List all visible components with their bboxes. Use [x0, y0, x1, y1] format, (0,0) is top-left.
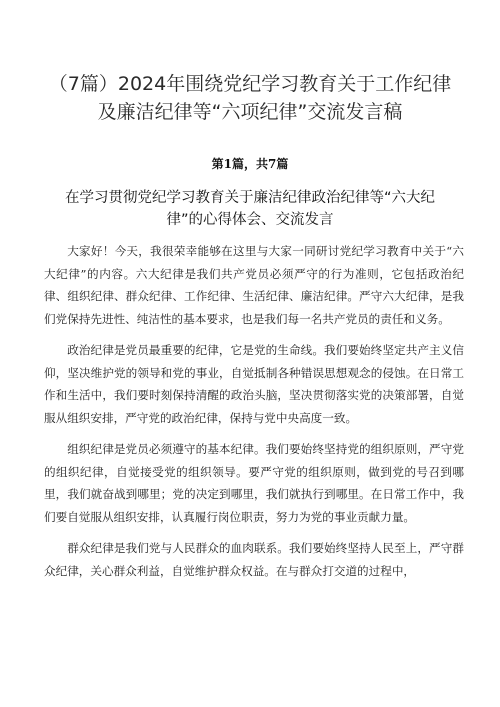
- paragraph-greeting: 大家好！今天，我很荣幸能够在这里与大家一同研讨党纪学习教育中关于“六大纪律”的内容。六大纪律是我们共产党员必须严守的行为准则，它包括政治纪律、组织纪律、群众纪律、工作纪律、生活纪律、廉洁纪律。严守六大纪律，是我们党保持先进性、纯洁性的基本要求，也是我们每一名共产党员的责任和义务。: [44, 244, 464, 326]
- speech-subtitle: 在学习贯彻党纪学习教育关于廉洁纪律政治纪律等“六大纪律”的心得体会、交流发言: [64, 190, 435, 228]
- document-title: （7篇）2024年围绕党纪学习教育关于工作纪律及廉洁纪律等“六项纪律”交流发言稿: [48, 73, 452, 123]
- part-indicator: 第1篇，共7篇: [211, 157, 289, 171]
- paragraph-mass-discipline: 群众纪律是我们党与人民群众的血肉联系。我们要始终坚持人民至上，严守群众纪律，关心群众利益，自觉维护群众权益。在与群众打交道的过程中，: [44, 541, 464, 578]
- paragraph-political-discipline: 政治纪律是党员最重要的纪律，它是党的生命线。我们要始终坚定共产主义信仰，坚决维护党的领导和党的事业，自觉抵制各种错误思想观念的侵蚀。在日常工作和生活中，我们要时刻保持清醒的政治头脑，坚决贯彻落实党的决策部署，自觉服从组织安排，严守党的政治纪律，保持与党中央高度一致。: [44, 343, 464, 425]
- speech-body: [44, 240, 464, 591]
- paragraph-organizational-discipline: 组织纪律是党员必须遵守的基本纪律。我们要始终坚持党的组织原则，严守党的组织纪律，自觉接受党的组织领导。要严守党的组织原则，做到党的号召到哪里，我们就奋战到哪里；党的决定到哪里，我们就执行到哪里。在日常工作中，我们要自觉服从组织安排，认真履行岗位职责，努力为党的事业贡献力量。: [44, 442, 464, 524]
